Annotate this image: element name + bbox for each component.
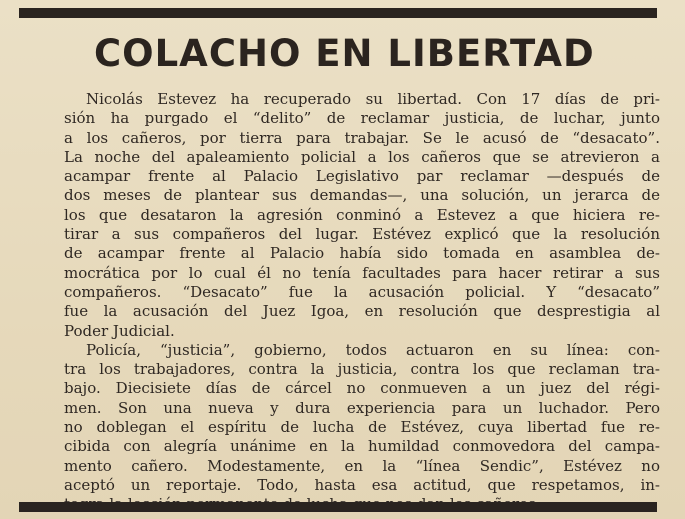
text-line: Policía, “justicia”, gobierno, todos actuaron en su línea: con- [86, 340, 660, 359]
paragraph-2 [64, 341, 660, 515]
text-line: men. Son una nueva y dura experiencia para un luchador. Pero [64, 398, 660, 417]
text-line: tirar a sus compañeros del lugar. Estévez explicó que la resolución [64, 225, 660, 244]
paragraph-1 [64, 90, 660, 341]
text-line: aceptó un reportaje. Todo, hasta esa actitud, que respetamos, in- [64, 475, 660, 494]
text-line: cibida con alegría unánime en la humildad conmovedora del campa- [64, 437, 660, 456]
text-line: sión ha purgado el “delito” de reclamar justicia, de luchar, junto [64, 109, 660, 128]
text-line: de acampar frente al Palacio había sido tomada en asamblea de- [64, 244, 660, 263]
text-line: dos meses de plantear sus demandas—, una solución, un jerarca de [64, 186, 660, 205]
text-line: fue la acusación del Juez Igoa, en resolución que desprestigia al [64, 302, 660, 321]
headline: COLACHO EN LIBERTAD [94, 32, 595, 75]
text-line: a los cañeros, por tierra para trabajar. Se le acusó de “desacato”. [64, 128, 660, 147]
bottom-rule [19, 502, 657, 512]
text-line: acampar frente al Palacio Legislativo par reclamar —después de [64, 167, 660, 186]
text-line: La noche del apaleamiento policial a los cañeros que se atrevieron a [64, 147, 660, 166]
text-line: mocrática por lo cual él no tenía facultades para hacer retirar a sus [64, 263, 660, 282]
article-body [64, 90, 660, 515]
text-line: Poder Judicial. [64, 321, 175, 340]
text-line: tra los trabajadores, contra la justicia, contra los que reclaman tra- [64, 360, 660, 379]
text-line: no doblegan el espíritu de lucha de Estévez, cuya libertad fue re- [64, 418, 660, 437]
text-line: bajo. Diecisiete días de cárcel no conmueven a un juez del régi- [64, 379, 660, 398]
text-line: mento cañero. Modestamente, en la “línea Sendic”, Estévez no [64, 456, 660, 475]
top-rule [19, 8, 657, 18]
text-line: Nicolás Estevez ha recuperado su libertad. Con 17 días de pri- [86, 90, 660, 108]
text-line: los que desataron la agresión conminó a Estevez a que hiciera re- [64, 205, 660, 224]
article [64, 24, 660, 494]
text-line: compañeros. “Desacato” fue la acusación policial. Y “desacato” [64, 282, 660, 301]
